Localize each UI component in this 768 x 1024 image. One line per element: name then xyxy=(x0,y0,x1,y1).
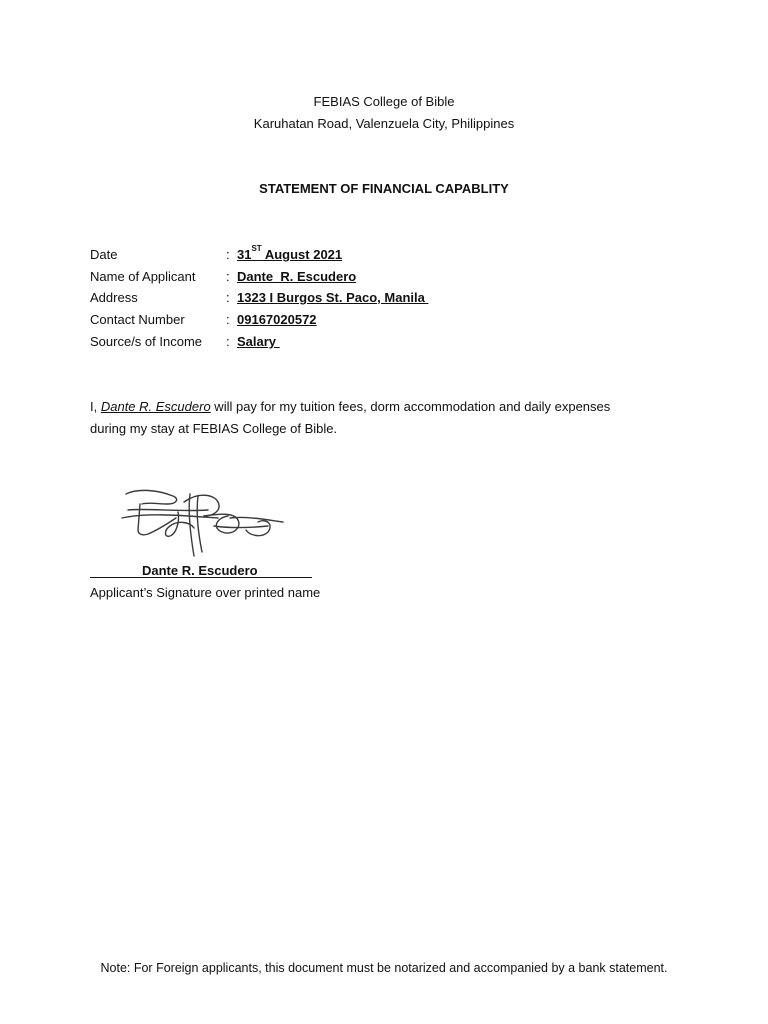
signature-blank-right xyxy=(258,563,312,578)
declaration-paragraph xyxy=(90,396,690,440)
field-value-contact: 09167020572 xyxy=(237,312,317,327)
declaration-name: Dante R. Escudero xyxy=(100,399,211,414)
field-value-income: Salary xyxy=(237,334,280,349)
date-day: 31 xyxy=(237,247,252,262)
field-label-address: Address xyxy=(90,290,138,305)
field-value-applicant: Dante R. Escudero xyxy=(237,269,357,284)
field-separator: : xyxy=(226,334,230,349)
field-label-income: Source/s of Income xyxy=(90,334,202,349)
field-separator: : xyxy=(226,247,230,262)
field-separator: : xyxy=(226,312,230,327)
declaration-prefix: I, xyxy=(90,399,101,414)
field-value-date xyxy=(237,244,343,262)
signature-blank-left xyxy=(90,563,142,578)
footer-note: Note: For Foreign applicants, this document must be notarized and accompanied by a bank statement. xyxy=(100,961,668,975)
document-title: STATEMENT OF FINANCIAL CAPABLITY xyxy=(259,181,509,196)
institution-address: Karuhatan Road, Valenzuela City, Philippines xyxy=(253,116,515,131)
declaration-line-2: during my stay at FEBIAS College of Bible. xyxy=(90,421,338,436)
signature-line xyxy=(90,563,312,578)
printed-name: Dante R. Escudero xyxy=(142,563,258,578)
field-label-date: Date xyxy=(90,247,118,262)
field-label-contact: Contact Number xyxy=(90,312,185,327)
date-month-year: August 2021 xyxy=(261,247,343,262)
date-day-suffix: ST xyxy=(251,244,262,253)
field-separator: : xyxy=(226,290,230,305)
declaration-line1-rest: will pay for my tuition fees, dorm accommodation and daily expenses xyxy=(210,399,611,414)
handwritten-signature xyxy=(118,482,293,562)
signature-caption: Applicant’s Signature over printed name xyxy=(90,585,321,600)
institution-name: FEBIAS College of Bible xyxy=(313,94,455,109)
field-separator: : xyxy=(226,269,230,284)
field-value-address: 1323 I Burgos St. Paco, Manila xyxy=(237,290,429,305)
field-label-applicant: Name of Applicant xyxy=(90,269,196,284)
declaration-line-1 xyxy=(90,396,690,418)
